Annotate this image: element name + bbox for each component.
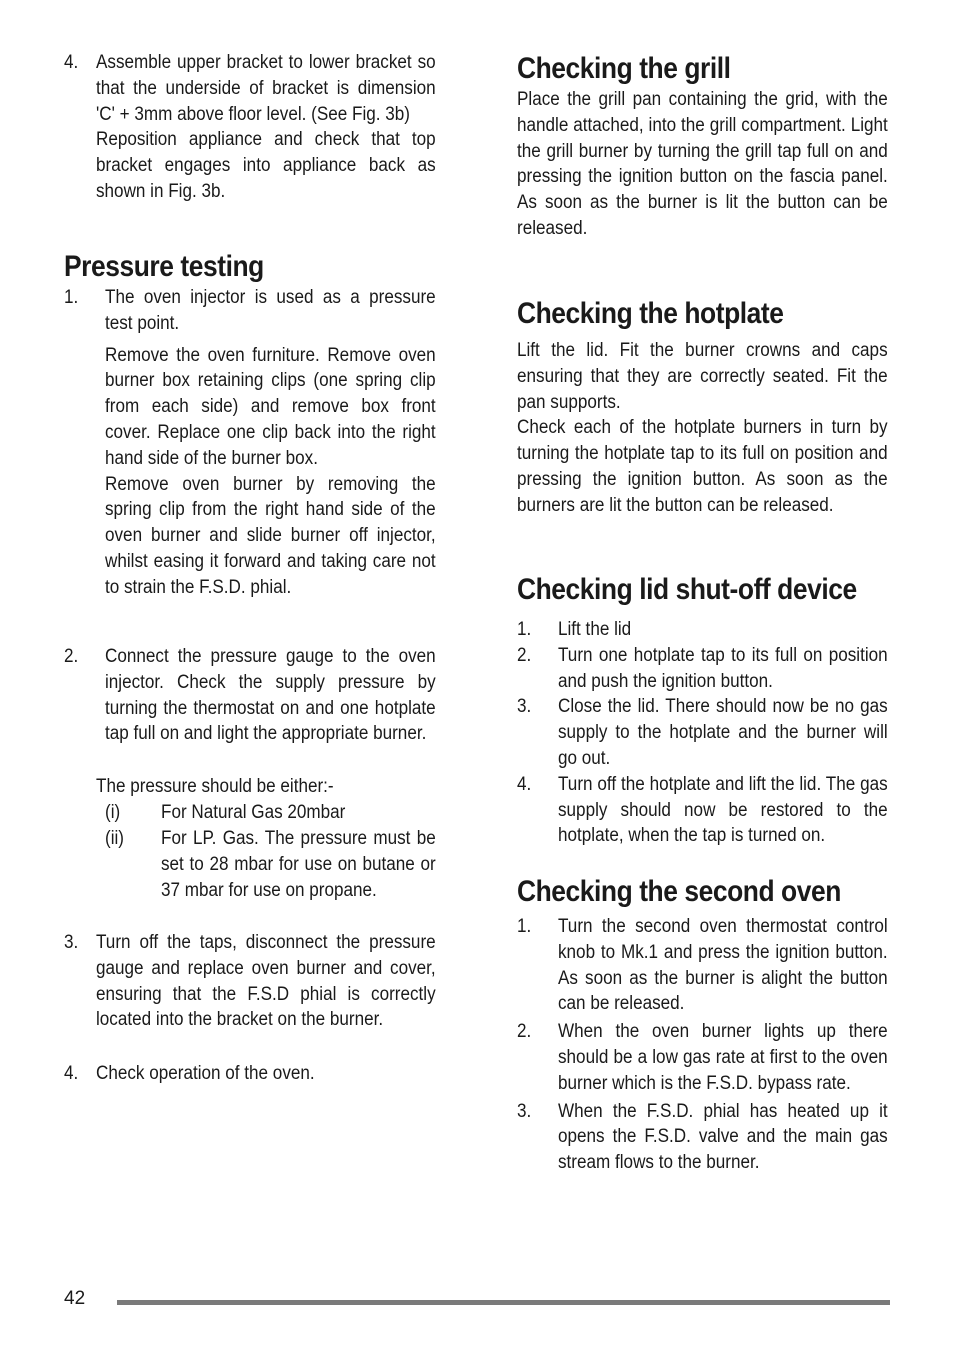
list-item <box>517 617 888 643</box>
section-heading: Checking the grill <box>517 52 731 85</box>
list-number: 1. <box>517 916 532 937</box>
list-item-text: When the oven burner lights up there should be a low gas rate at first to the oven burner which is the F.S.D. bypass rate. <box>558 1021 888 1094</box>
list-number: 3. <box>64 932 79 953</box>
list-number: 2. <box>64 646 79 667</box>
paragraph: For LP. Gas. The pressure must be set to 28 mbar for use on butane or 37 mbar for use on propane. <box>161 828 436 901</box>
paragraph: Lift the lid. Fit the burner crowns and caps ensuring that they are correctly seated. Fit the pan supports. <box>517 340 888 413</box>
list-item <box>517 1019 888 1096</box>
list-item-text: Turn off the hotplate and lift the lid. The gas supply should now be restored to the hotplate, when the tap is turned on. <box>558 773 888 847</box>
list-item <box>517 772 888 849</box>
list-number: (i) <box>105 802 121 823</box>
list-number: 4. <box>64 52 79 73</box>
list-number: 3. <box>517 696 532 718</box>
section-heading: Pressure testing <box>64 250 264 283</box>
page-number: 42 <box>64 1288 86 1309</box>
list-item-text: Turn the second oven thermostat control knob to Mk.1 and press the ignition button. As soon as the burner is alight the button can be released. <box>558 916 888 1015</box>
section-heading: Checking the second oven <box>517 875 841 908</box>
list-number: 1. <box>64 287 79 308</box>
list-item-text: Close the lid. There should now be no gas supply to the hotplate and the burner will go out. <box>558 696 888 769</box>
list-item-text: When the F.S.D. phial has heated up it opens the F.S.D. valve and the main gas stream flows to the burner. <box>558 1100 888 1174</box>
list-number: 4. <box>517 773 532 795</box>
list-number: 2. <box>517 644 532 666</box>
list-item-text: Lift the lid <box>558 619 632 640</box>
footer-rule <box>117 1300 890 1305</box>
list-item-text: Turn one hotplate tap to its full on position and push the ignition button. <box>558 644 888 692</box>
paragraph: The pressure should be either:- <box>96 776 334 797</box>
list-number: 4. <box>64 1063 79 1084</box>
list-number: (ii) <box>105 828 124 849</box>
paragraph: Connect the pressure gauge to the oven injector. Check the supply pressure by turning the thermostat on and one hotplate tap full on and light the appropriate burner. <box>105 646 436 745</box>
list-item <box>517 694 888 771</box>
paragraph: Place the grill pan containing the grid, with the handle attached, into the grill compartment. Light the grill burner by turning the grill tap full on and pressing the ignition button on the fascia panel. As soon as the burner is lit the button can be released. <box>517 89 888 239</box>
section-heading: Checking lid shut-off device <box>517 573 857 606</box>
list-item <box>517 643 888 695</box>
list-number: 2. <box>517 1021 532 1043</box>
section-heading: Checking the hotplate <box>517 297 784 330</box>
paragraph: Assemble upper bracket to lower bracket so that the underside of bracket is dimension 'C' + 3mm above floor level. (See Fig. 3b) <box>96 52 436 125</box>
paragraph: Reposition appliance and check that top bracket engages into appliance back as shown in Fig. 3b. <box>96 129 436 202</box>
paragraph: Check operation of the oven. <box>96 1063 315 1084</box>
paragraph: Remove oven burner by removing the spring clip from the right hand side of the oven burner and slide burner off injector, whilst easing it forward and taking care not to strain the F.S.D. phial. <box>105 473 436 598</box>
list-number: 3. <box>517 1100 532 1122</box>
lid-list <box>517 617 888 849</box>
list-number: 1. <box>517 619 532 640</box>
list-item <box>517 914 888 1017</box>
paragraph: Check each of the hotplate burners in turn by turning the hotplate tap to its full on position and pressing the ignition button. As soon as the burners are lit the button can be released. <box>517 417 888 516</box>
paragraph: Turn off the taps, disconnect the pressure gauge and replace oven burner and cover, ensuring that the F.S.D phial is correctly located into the bracket on the burner. <box>96 932 436 1031</box>
paragraph: For Natural Gas 20mbar <box>161 802 346 823</box>
list-item <box>517 1099 888 1176</box>
paragraph: Remove the oven furniture. Remove oven burner box retaining clips (one spring clip from each side) and remove box front cover. Replace one clip back into the right hand side of the burner box. <box>105 344 436 469</box>
oven-list <box>517 914 888 1178</box>
paragraph: The oven injector is used as a pressure test point. <box>105 287 436 334</box>
